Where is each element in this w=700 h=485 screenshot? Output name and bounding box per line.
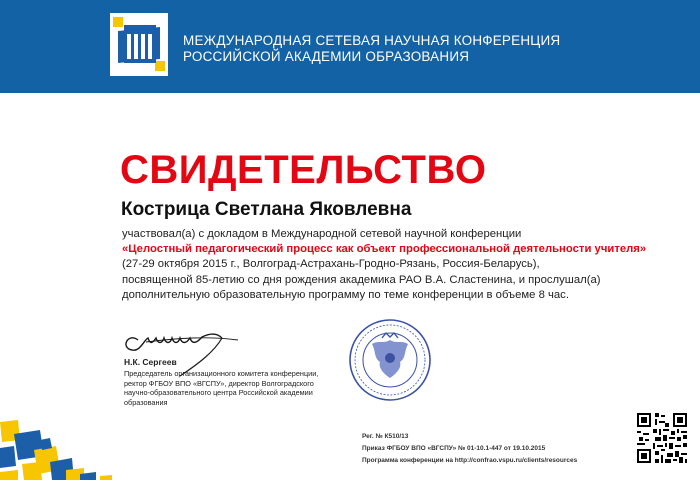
body-line-1: участвовал(а) с докладом в Международной сетевой научной конференции [122,228,522,240]
qr-code-icon [637,413,687,463]
recipient-name: Кострица Светлана Яковлевна [121,199,412,220]
program-link: Программа конференции на http://confrao.vspu.ru/clients/resources [362,457,578,464]
double-headed-eagle-seal-icon [348,318,432,407]
body-line-4: посвященной 85-летию со дня рождения академика РАО В.А. Сластенина, и прослушал(а) [122,273,601,286]
role-line-4: образования [124,397,168,407]
signatory-name: Н.К. Сергеев [124,357,177,367]
certificate-title: СВИДЕТЕЛЬСТВО [120,148,487,192]
header-banner [0,0,700,93]
body-line-5: дополнительную образовательную программу по теме конференции в объеме 8 час. [122,288,569,301]
role-line-3: научно-образовательного центра Российской академии [124,388,313,398]
header-line-1: МЕЖДУНАРОДНАЯ СЕТЕВАЯ НАУЧНАЯ КОНФЕРЕНЦИЯ [183,33,561,48]
decorative-corner-pattern [0,400,120,485]
signatory-role [124,369,374,407]
header-title [183,33,560,65]
role-line-1: Председатель организационного комитета конференции, [124,369,319,378]
role-line-2: ректор ФГБОУ ВПО «ВГСПУ», директор Волгоградского [124,378,314,388]
order-number: Приказ ФГБОУ ВПО «ВГСПУ» № 01-10.1-447 от 19.10.2015 [362,445,546,452]
registration-info [362,431,577,467]
registration-number: Рег. № К510/13 [362,433,409,440]
rao-logo-icon [110,13,168,76]
conference-topic: «Целостный педагогический процесс как объект профессиональной деятельности учителя» [122,243,647,256]
header-line-2: РОССИЙСКОЙ АКАДЕМИИ ОБРАЗОВАНИЯ [183,49,470,64]
certificate-body [122,227,692,303]
body-line-3: (27-29 октября 2015 г., Волгоград-Астрахань-Гродно-Рязань, Россия-Беларусь), [122,258,540,271]
